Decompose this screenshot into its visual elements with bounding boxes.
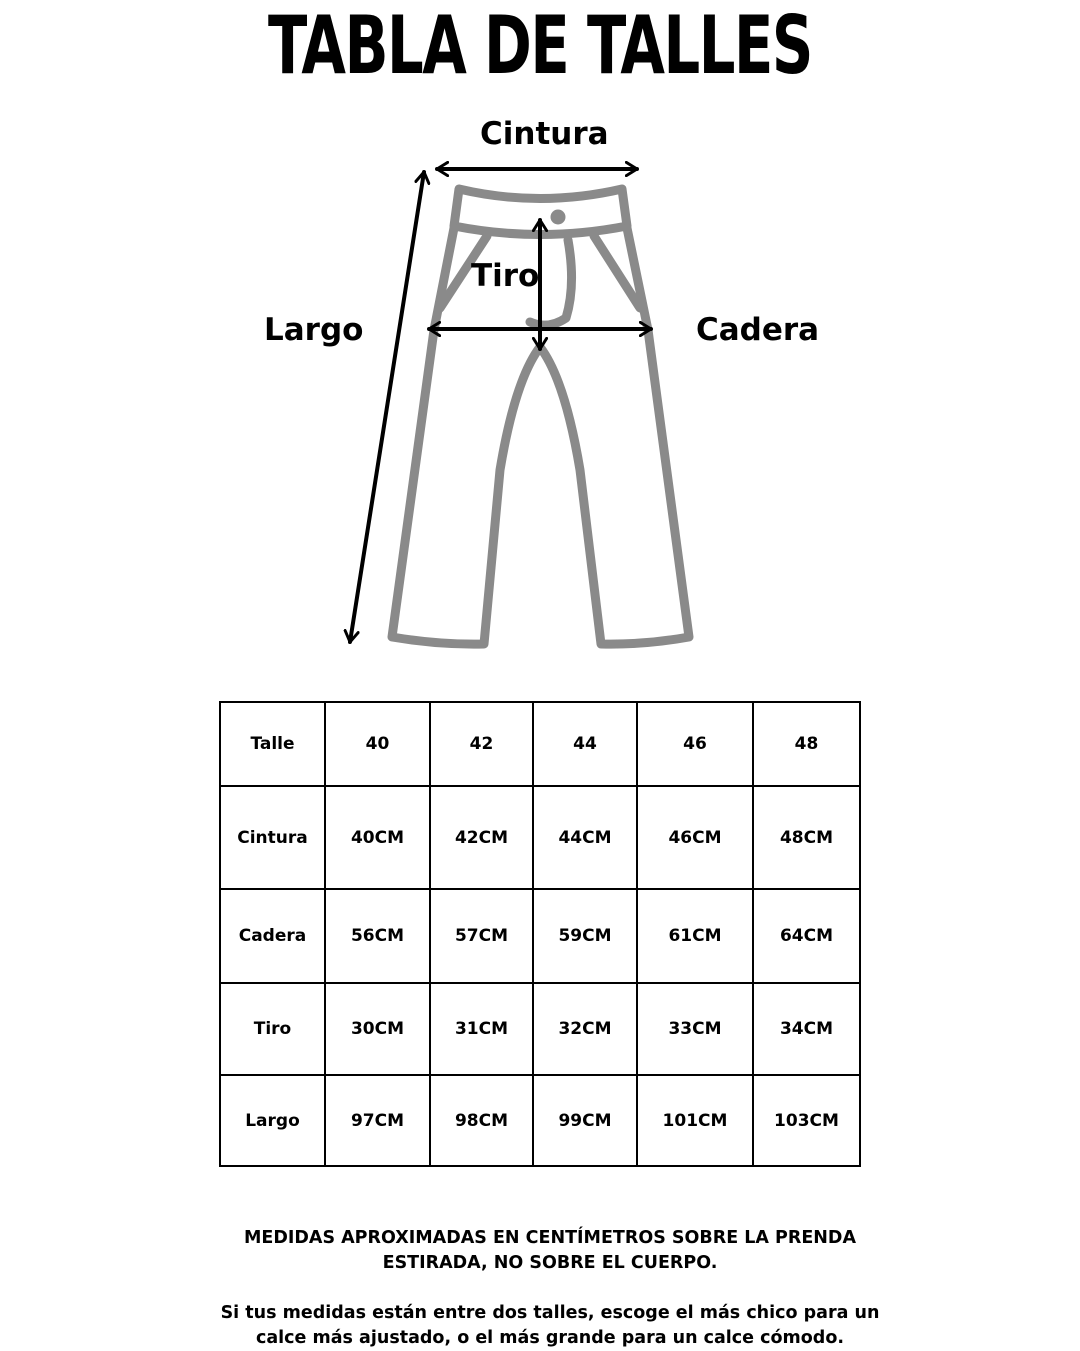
tiro-label: Tiro [471, 258, 540, 294]
table-cell: 32CM [533, 983, 637, 1075]
table-cell: 103CM [753, 1075, 860, 1166]
measurement-disclaimer: MEDIDAS APROXIMADAS EN CENTÍMETROS SOBRE LA PRENDA ESTIRADA, NO SOBRE EL CUERPO. [243, 1228, 857, 1273]
table-cell: 99CM [533, 1075, 637, 1166]
page-title: TABLA DE TALLES [268, 0, 812, 92]
table-cell: 46CM [637, 786, 753, 889]
table-cell: 42CM [430, 786, 533, 889]
table-row [220, 889, 860, 983]
table-cell: 61CM [637, 889, 753, 983]
table-cell: 59CM [533, 889, 637, 983]
row-label-cell: Cadera [220, 889, 325, 983]
table-row [220, 1075, 860, 1166]
table-cell: 57CM [430, 889, 533, 983]
pants-outline-icon [0, 100, 1080, 660]
table-header-row [220, 702, 860, 786]
table-header-cell: 42 [430, 702, 533, 786]
table-cell: 97CM [325, 1075, 430, 1166]
table-cell: 44CM [533, 786, 637, 889]
row-label-cell: Cintura [220, 786, 325, 889]
largo-arrow [350, 172, 424, 642]
largo-label: Largo [264, 312, 364, 348]
table-header-cell: 46 [637, 702, 753, 786]
pants-measurement-diagram [0, 100, 1080, 660]
table-cell: 101CM [637, 1075, 753, 1166]
table-header-cell: 48 [753, 702, 860, 786]
row-label-cell: Largo [220, 1075, 325, 1166]
cadera-label: Cadera [696, 312, 820, 348]
size-advice-note: Si tus medidas están entre dos talles, escoge el más chico para un calce más ajustado, o el más grande para un calce cómodo. [220, 1303, 880, 1348]
row-label-cell: Tiro [220, 983, 325, 1075]
table-cell: 40CM [325, 786, 430, 889]
table-cell: 64CM [753, 889, 860, 983]
table-row [220, 983, 860, 1075]
table-cell: 48CM [753, 786, 860, 889]
table-header-cell: Talle [220, 702, 325, 786]
table-header-cell: 40 [325, 702, 430, 786]
table-cell: 30CM [325, 983, 430, 1075]
table-header-cell: 44 [533, 702, 637, 786]
table-cell: 34CM [753, 983, 860, 1075]
size-chart-table [219, 701, 861, 1167]
table-cell: 98CM [430, 1075, 533, 1166]
table-row [220, 786, 860, 889]
cintura-label: Cintura [480, 116, 609, 152]
table-cell: 33CM [637, 983, 753, 1075]
table-cell: 31CM [430, 983, 533, 1075]
table-cell: 56CM [325, 889, 430, 983]
